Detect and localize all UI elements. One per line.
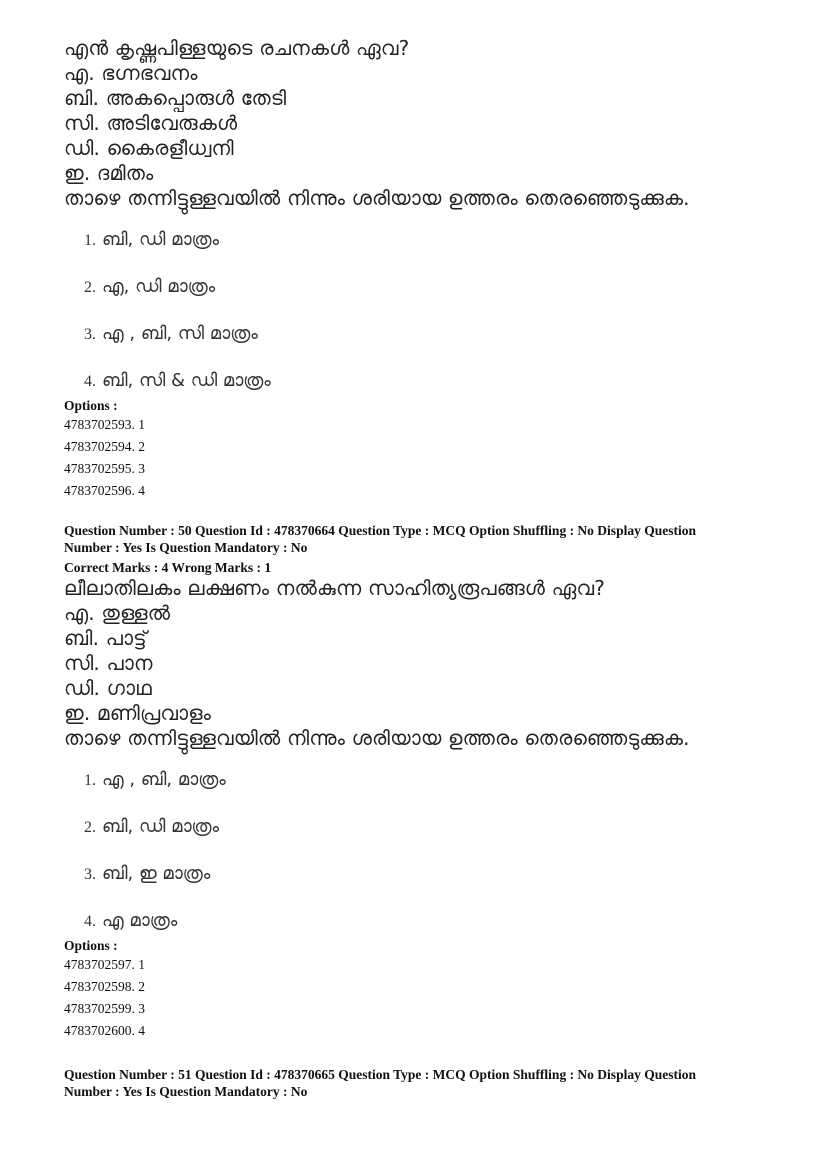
choice-text: ബി, ഡി മാത്രം xyxy=(102,816,220,837)
stem-line: സി. അടിവേരുകൾ xyxy=(64,111,238,135)
stem-line: ഇ. ദമിതം xyxy=(64,161,154,185)
question-header: Number : Yes Is Question Mandatory : No xyxy=(64,1084,308,1099)
document-page xyxy=(64,36,784,1100)
answer-choices xyxy=(64,229,784,393)
choice-text: ബി, ഇ മാത്രം xyxy=(102,863,211,884)
option-id: 4783702599. 3 xyxy=(64,1001,145,1016)
stem-line: ഇ. മണിപ്രവാളം xyxy=(64,701,212,725)
choice-text: എ മാത്രം xyxy=(102,910,178,931)
stem-line: ഡി. കൈരളീധ്വനി xyxy=(64,136,234,160)
stem-line: എ. ഭഗ്നഭവനം xyxy=(64,61,198,85)
choice-number: 2. xyxy=(84,819,96,836)
answer-choice xyxy=(64,370,784,393)
choice-number: 3. xyxy=(84,326,96,343)
choice-text: ബി, സി & ഡി മാത്രം xyxy=(102,370,271,391)
choice-text: ബി, ഡി മാത്രം xyxy=(102,229,220,250)
question-50 xyxy=(64,522,784,1042)
stem-line: ബി. പാട്ട് xyxy=(64,626,147,650)
options-label: Options : xyxy=(64,398,118,413)
question-header: Number : Yes Is Question Mandatory : No xyxy=(64,540,308,555)
choice-number: 3. xyxy=(84,866,96,883)
choice-text: എ , ബി, സി മാത്രം xyxy=(102,323,258,344)
answer-choice xyxy=(64,323,784,346)
stem-line: എ. തുള്ളൽ xyxy=(64,601,171,625)
choice-text: എ, ഡി മാത്രം xyxy=(102,276,216,297)
options-list xyxy=(64,414,784,502)
answer-choices xyxy=(64,769,784,933)
choice-number: 1. xyxy=(84,232,96,249)
stem-line: ലീലാതിലകം ലക്ഷണം നൽകുന്ന സാഹിത്യരൂപങ്ങൾ ഏവ? xyxy=(64,576,606,600)
answer-choice xyxy=(64,229,784,252)
stem-line: എൻ കൃഷ്ണപിള്ളയുടെ രചനകൾ ഏവ? xyxy=(64,36,410,60)
stem-line: സി. പാന xyxy=(64,651,153,675)
options-list xyxy=(64,954,784,1042)
question-header: Question Number : 50 Question Id : 478370664 Question Type : MCQ Option Shuffling : No Display Question xyxy=(64,523,696,538)
answer-choice xyxy=(64,816,784,839)
question-header: Question Number : 51 Question Id : 478370665 Question Type : MCQ Option Shuffling : No Display Question xyxy=(64,1067,696,1082)
option-id: 4783702594. 2 xyxy=(64,439,145,454)
option-id: 4783702598. 2 xyxy=(64,979,145,994)
option-id: 4783702596. 4 xyxy=(64,483,145,498)
question-stem xyxy=(64,576,784,751)
answer-choice xyxy=(64,910,784,933)
choice-number: 4. xyxy=(84,913,96,930)
choice-number: 2. xyxy=(84,279,96,296)
stem-line: ബി. അകപ്പൊരുൾ തേടി xyxy=(64,86,287,110)
option-id: 4783702593. 1 xyxy=(64,417,145,432)
option-id: 4783702597. 1 xyxy=(64,957,145,972)
question-51 xyxy=(64,1066,784,1100)
option-id: 4783702595. 3 xyxy=(64,461,145,476)
stem-line: താഴെ തന്നിട്ടുള്ളവയിൽ നിന്നും ശരിയായ ഉത്തരം തെരഞ്ഞെടുക്കുക. xyxy=(64,186,690,210)
stem-line: താഴെ തന്നിട്ടുള്ളവയിൽ നിന്നും ശരിയായ ഉത്തരം തെരഞ്ഞെടുക്കുക. xyxy=(64,726,690,750)
choice-text: എ , ബി, മാത്രം xyxy=(102,769,226,790)
answer-choice xyxy=(64,276,784,299)
choice-number: 4. xyxy=(84,373,96,390)
options-label: Options : xyxy=(64,938,118,953)
stem-line: ഡി. ഗാഥ xyxy=(64,676,152,700)
option-id: 4783702600. 4 xyxy=(64,1023,145,1038)
answer-choice xyxy=(64,863,784,886)
answer-choice xyxy=(64,769,784,792)
choice-number: 1. xyxy=(84,772,96,789)
question-49 xyxy=(64,36,784,502)
marks-line: Correct Marks : 4 Wrong Marks : 1 xyxy=(64,560,272,575)
question-stem xyxy=(64,36,784,211)
